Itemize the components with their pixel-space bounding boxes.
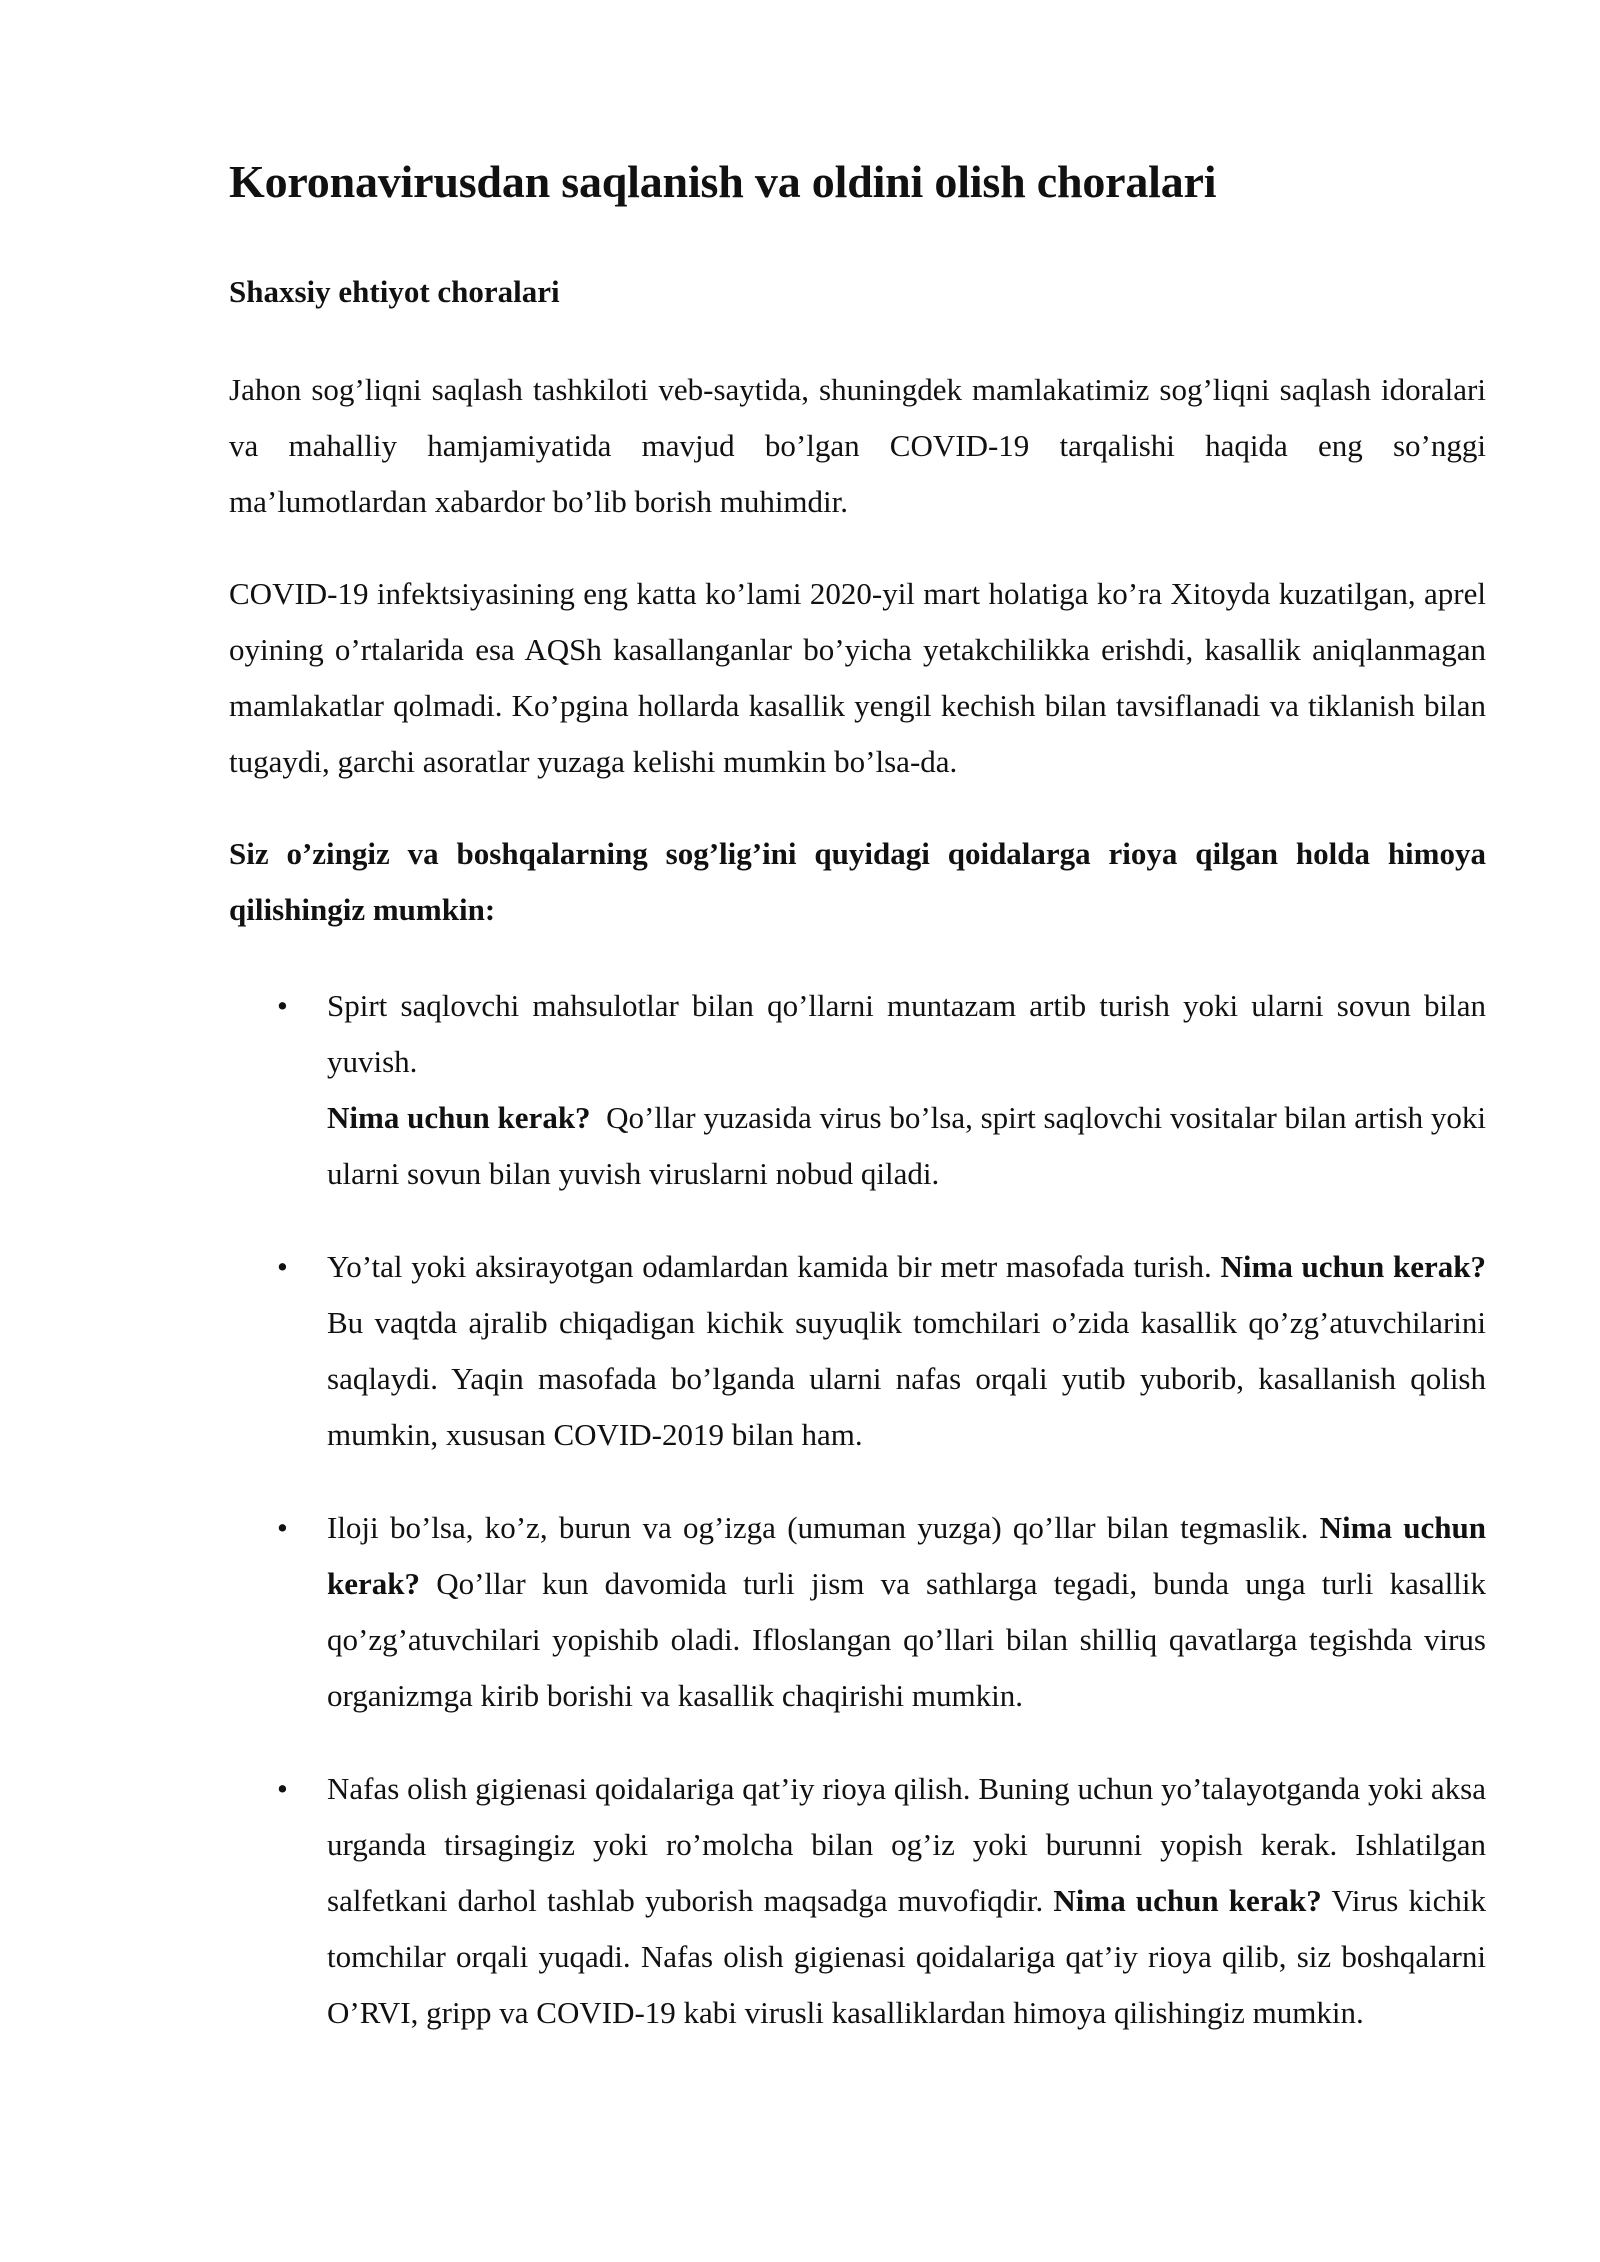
list-item [229,1239,1486,1463]
reason-label: Nima uchun kerak? [1220,1249,1487,1284]
reason-label: Nima uchun kerak? [1053,1883,1322,1918]
list-item-text [327,1239,1486,1463]
bullet-icon: • [277,1771,288,1806]
list-item-rule: Nafas olish gigienasi qoidalariga qat’iy rioya qilish. Buning uchun yo’talayotganda yoki aksa urganda tirsagingiz yoki ro’molcha bilan og’iz yoki burunni yopish kerak. Ishlatilgan salfetkani darhol tashlab yuborish maqsadga muvofiqdir. [327,1771,1486,1918]
rules-lead-text: Siz o’zingiz va boshqalarning sog’lig’ini quyidagi qoidalarga rioya qilgan holda himoya qilishingiz mumkin: [229,836,1486,927]
list-item-text [327,1500,1486,1724]
list-item-rule: Yo’tal yoki aksirayotgan odamlardan kamida bir metr masofada turish. [327,1249,1212,1284]
bullet-icon: • [277,1249,288,1284]
reason-text: Qo’llar yuzasida virus bo’lsa, spirt saqlovchi vositalar bilan artish yoki ularni sovun bilan yuvish viruslarni nobud qiladi. [327,1100,1486,1191]
covid-spread-paragraph: COVID-19 infektsiyasining eng katta ko’lami 2020-yil mart holatiga ko’ra Xitoyda kuzatilgan, aprel oyining o’rtalarida esa AQSh kasallanganlar bo’yicha yetakchilikka erishdi, kasallik aniqlanmagan mamlakatlar qolmadi. Ko’pgina hollarda kasallik yengil kechish bilan tavsiflanadi va tiklanish bilan tugaydi, garchi asoratlar yuzaga kelishi mumkin bo’lsa-da. [229,576,1486,779]
list-item [229,1500,1486,1724]
list-item [229,978,1486,1202]
list-item [229,1761,1486,2041]
bullet-icon: • [277,988,288,1023]
reason-label: Nima uchun kerak? [327,1510,1486,1601]
list-item-text [327,1761,1486,2041]
list-item-rule: Spirt saqlovchi mahsulotlar bilan qo’llarni muntazam artib turish yoki ularni sovun bilan yuvish. [327,988,1486,1079]
section-heading: Shaxsiy ehtiyot choralari [229,274,560,309]
bullet-icon: • [277,1510,288,1545]
list-item-reason [327,1090,1486,1202]
document-page [229,150,1486,2041]
reason-text: Qo’llar kun davomida turli jism va sathlarga tegadi, bunda unga turli kasallik qo’zg’atuvchilari yopishib oladi. Ifloslangan qo’llari bilan shilliq qavatlarga tegishda virus organizmga kirib borishi va kasallik chaqirishi mumkin. [327,1566,1487,1713]
reason-text: Virus kichik tomchilar orqali yuqadi. Nafas olish gigienasi qoidalariga qat’iy rioya qilib, siz boshqalarni O’RVI, gripp va COVID-19 kabi virusli kasalliklardan himoya qilishingiz mumkin. [327,1883,1486,2030]
list-item-rule: Iloji bo’lsa, ko’z, burun va og’izga (umuman yuzga) qo’llar bilan tegmaslik. [327,1510,1309,1545]
rules-list [229,978,1486,2041]
reason-label: Nima uchun kerak? [327,1100,591,1135]
intro-paragraph: Jahon sog’liqni saqlash tashkiloti veb-saytida, shuningdek mamlakatimiz sog’liqni saqlash idoralari va mahalliy hamjamiyatida mavjud bo’lgan COVID-19 tarqalishi haqida eng so’nggi ma’lumotlardan xabardor bo’lib borish muhimdir. [229,372,1486,519]
document-title: Koronavirusdan saqlanish va oldini olish choralari [229,156,1217,207]
reason-text: Bu vaqtda ajralib chiqadigan kichik suyuqlik tomchilari o’zida kasallik qo’zg’atuvchilarini saqlaydi. Yaqin masofada bo’lganda ularni nafas orqali yutib yuborib, kasallanish qolish mumkin, xususan COVID-2019 bilan ham. [327,1305,1486,1452]
